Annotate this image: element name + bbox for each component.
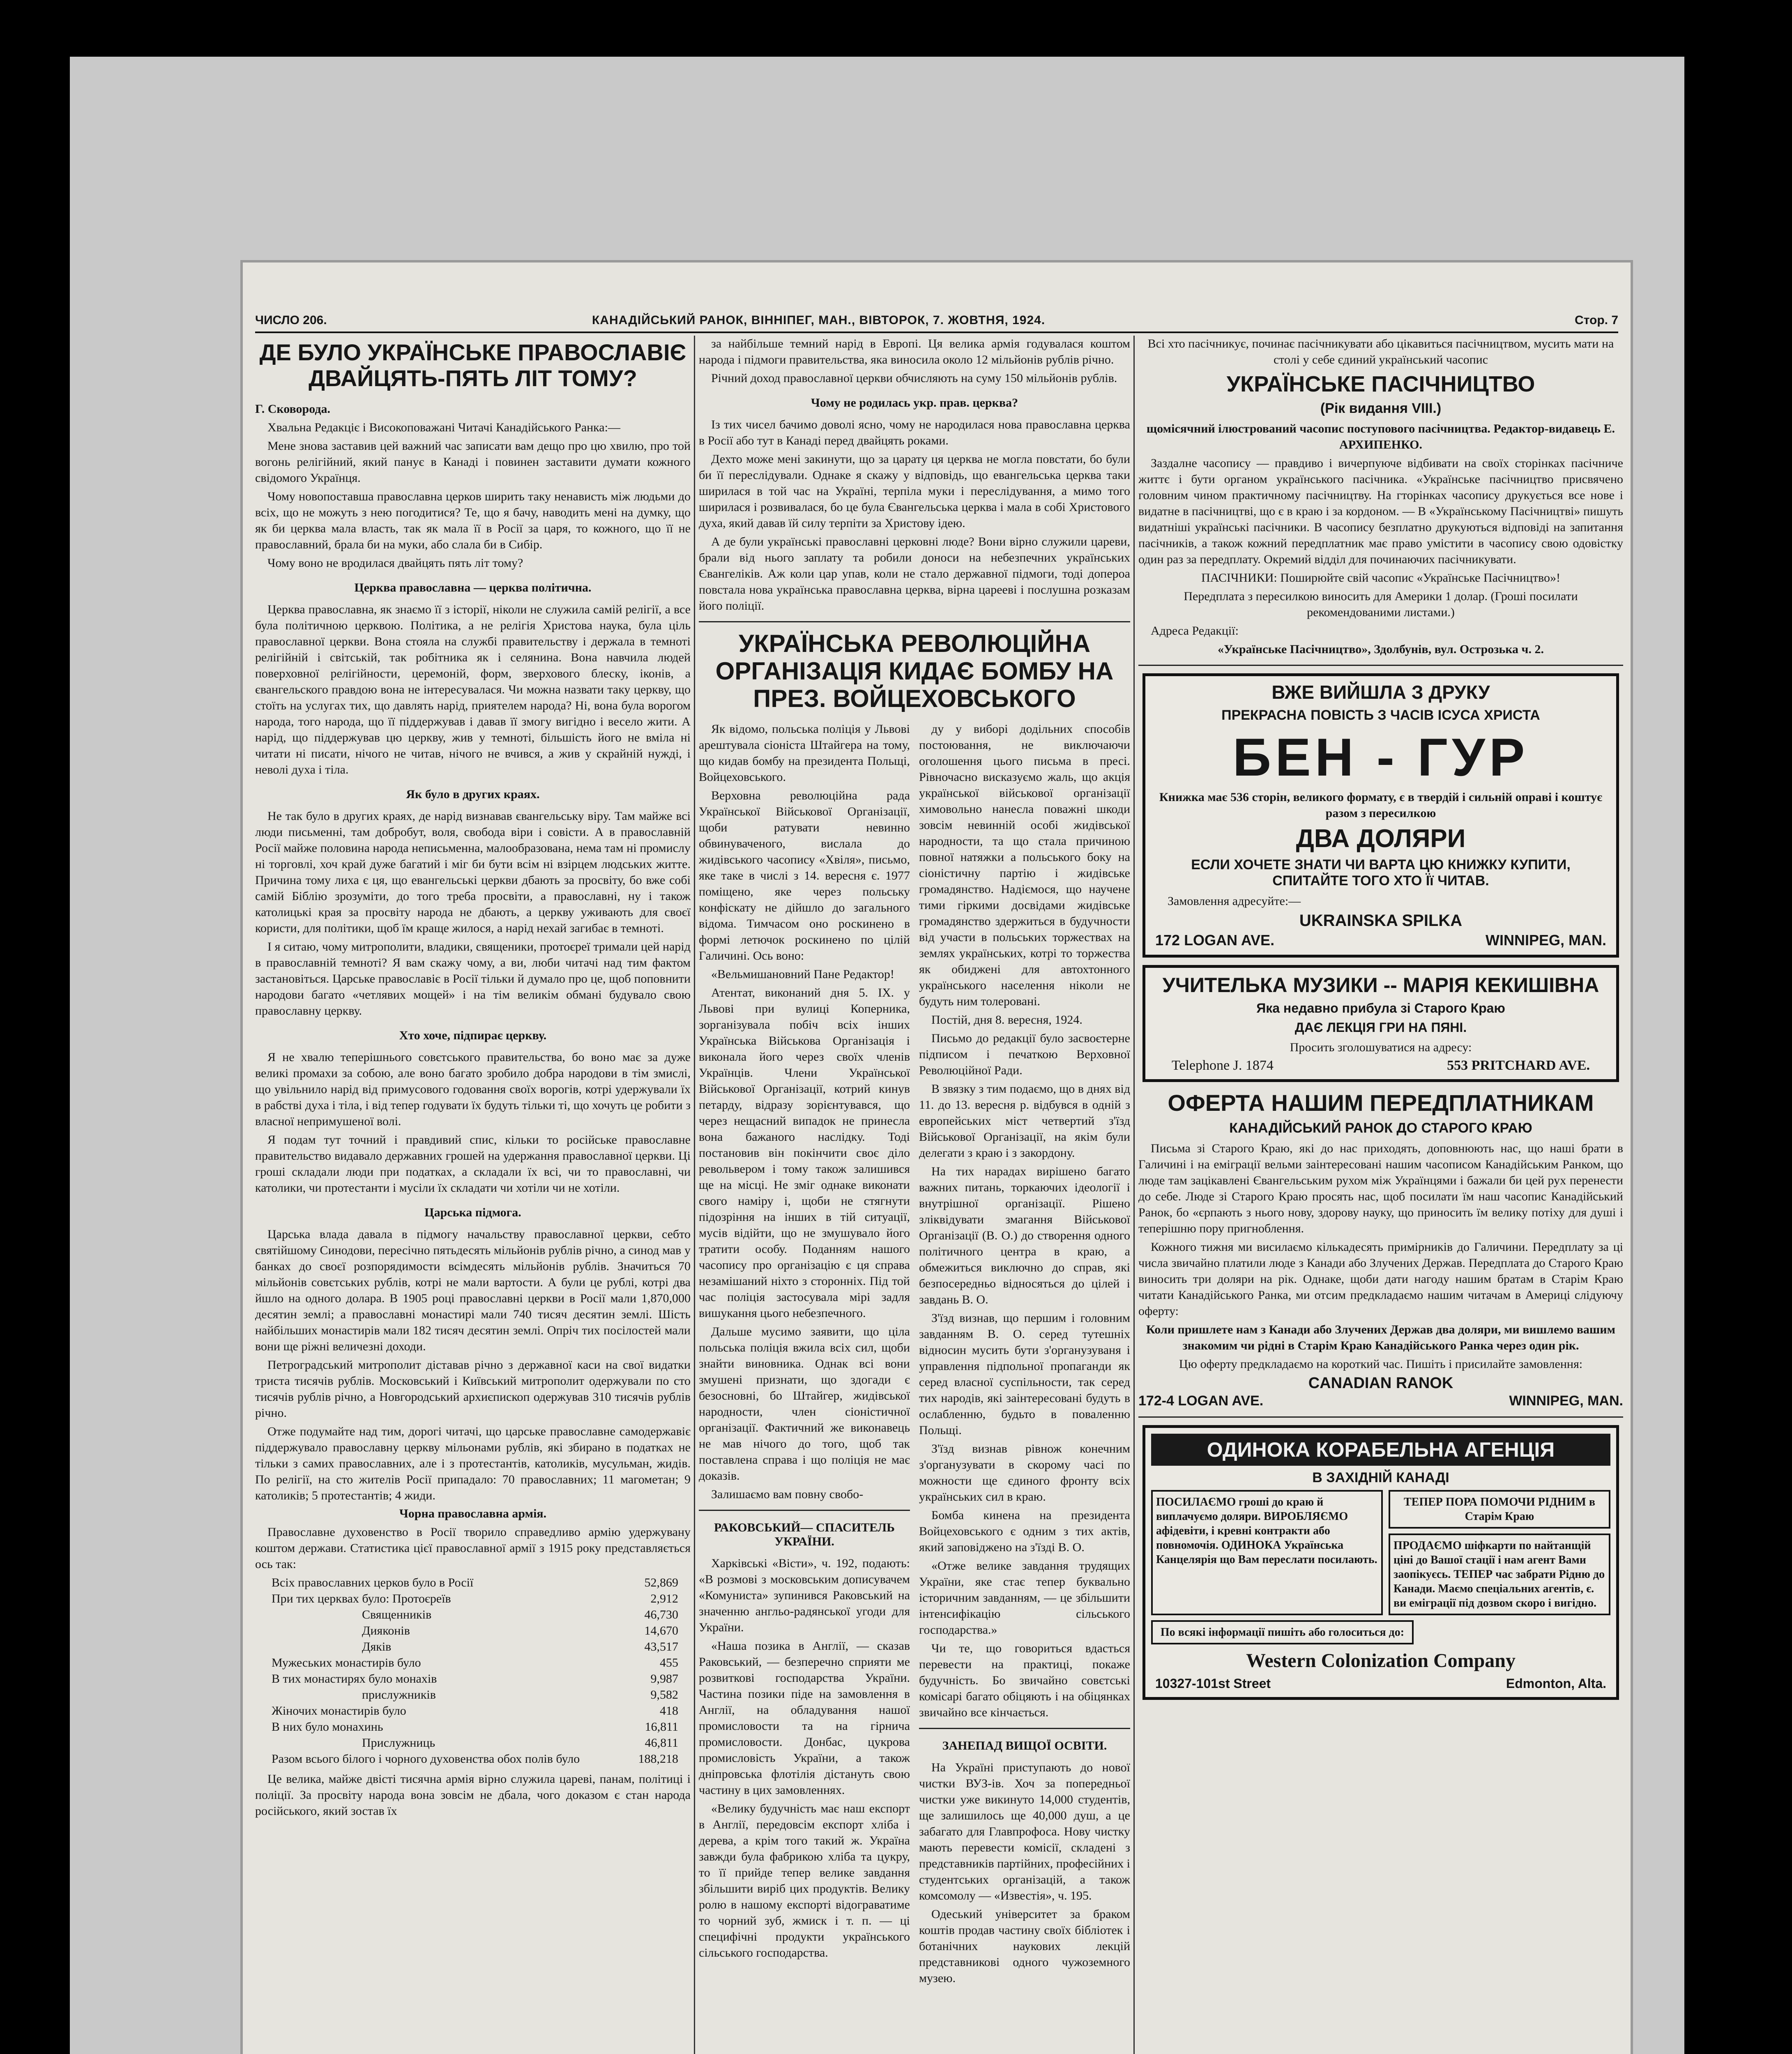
paragraph: Цю оферту предкладаємо на короткий час. Пишіть і присилайте замовлення: [1179,1357,1583,1371]
stat-row: Разом всього білого і чорного духовенства обох полів було 188,218 [272,1752,678,1766]
address: 553 PRITCHARD AVE. [1447,1058,1590,1073]
paragraph: ду у виборі додільних способів постоювання, не виключаючи оголошення цього письма в пресі. Рівночасно висказуємо жаль, що акція української військової організації химовольно нанесла поважні шкоди зовсім невинній особі жидівської народности, та що стала причиною повної натяжки а польського боку на сіоністичну партію і жидівське громадянство. Надіємося, що научене тими гіркими досвідами жидівське громадянство здержиться в будучности від участи в польських торжествах на землях українських, котрі то торжества як обиджені для автохтонного українського населення ніколи не будуть ним толеровані. [919,722,1130,1008]
clergy-statistics [272,1575,691,1767]
ad-title: УКРАЇНСЬКЕ ПАСІЧНИЦТВО [1226,372,1535,396]
article-author: Г. Сковорода. [255,402,331,416]
ad-intro: Всі хто пасічникує, починає пасічникувати або цікавиться пасічництвом, мусить мати на столі у себе єдиний український часопис [1147,337,1614,366]
paragraph: Верховна революційна рада Української Військової Організації, щоби ратувати невинно обвинуваченого, вислала до жидівського часопису «Хвіля», письмо, яке таке в числі з 14. вересня є. 1977 поміщено, яке через польську конфіскату не дійшло до загального відома. Тимчасом оно роскинено в формі летючок роскинено по цілій Галичині. Ось воно: [699,788,910,963]
paragraph: Мене знова заставив цей важний час записати вам дещо про цю хвилю, про той вогонь релігійний, який панує в Канаді і повинен заставити думати кожного свідомого Українця. [255,439,691,485]
city: WINNIPEG, MAN. [1509,1393,1623,1409]
article-headline: ЗАНЕПАД ВИЩОЇ ОСВІТИ. [942,1739,1107,1752]
stat-row: Мужеських монастирів було 455 [272,1656,678,1670]
agency-box: ПРОДАЄМО шіфкарти по найтанщій ціні до Вашої стації і нам агент Вами заопікуєсь. ТЕПЕР час забрати Рідню до Канади. Маємо спеціальних агентів, є. ви еміграції під дозвом скоро і вигідно. [1389,1534,1610,1615]
paragraph: Із тих чисел бачимо доволі ясно, чому не народилася нова православна церква в Росії або тут в Канаді перед двайцять роками. [699,418,1130,447]
ad-line: Просить зголошуватися на адресу: [1290,1041,1472,1055]
ad-address-label: Адреса Редакції: [1151,624,1239,638]
paragraph: Річний доход православної церкви обчисляють на суму 150 мільйонів рублів. [711,371,1117,385]
paragraph: Петроградський митрополит діставав річно з державної каси на свої видатки триста тисячів рублів. Московський і Київський митрополит одержували по сто тисячів рублів річно, а Новгородський архиєпископ одержував 310 тисячів рублів річно. [255,1358,691,1420]
paragraph: Православне духовенство в Росії творило справедливо армію удержувану коштом держави. Статистика цієї православної армії з 1915 року представляється ось так: [255,1525,691,1571]
paragraph: Кожного тижня ми висилаємо кількадесять примірників до Галичини. Передплату за ці числа звичайно платили люде з Канади або Злучених Держав. Передплата до Старого Краю виносить три доляри на рік. Однаке, щоби дати нагоду нашим братам в Старім Краю читати Канадійського Ранка, ми отсим предкладаємо нашим читачам в Америці слідуючу оферту: [1138,1240,1623,1318]
paragraph: На тих нарадах вирішено багато важних питань, торкаючих ідеології і внутрішної організації. Рішено зліквідувати змагання Військової Організації (В. О.) до створення одного політичного центра в краю, а обмежиться виключно до справ, які безпосередньо відносяться до цілей і завдань В. О. [919,1164,1130,1306]
paragraph: Як відомо, польська поліція у Львові арештувала сіоніста Штайгера на тому, що кидав бомбу на президента Польщі, Войцеховського. [699,722,910,784]
stat-row: Всіх православних церков було в Росії 52,869 [272,1576,678,1590]
paragraph: Отже подумайте над тим, дорогі читачі, що царське православне самодержавіє піддержувало православну церкву мільонами рублів, які збирано в податках не тільки з самих православних, але і з протестантів, католиків, мусульман, жидів. По релігії, на сто жителів Росії припадало: 70 православних; 11 магометан; 9 католиків; 5 протестантів; 4 жиди. [255,1425,691,1503]
stat-row: Дияконів 14,670 [362,1624,678,1638]
paragraph: Чому воно не вродилася двайцять пять літ тому? [267,556,523,570]
issue-number: ЧИСЛО 206. [255,313,327,327]
paragraph: «Наша позика в Англії, — сказав Раковський, — безперечно сприяти ме розвиткові господарства України. Частина позики піде на замовлення в Англії, на обладування нашої промисловости та на гірнича промисловости. Донбас, цукрова промисловість України, а також дніпровська флотілія дістануть свою частину в цих замовленнях. [699,1639,910,1797]
subheading: Царська підмога. [424,1206,521,1220]
paragraph: Це велика, майже двісті тисячна армія вірно служила цареві, панам, політиці і поліції. За просвіту народа вона зовсім не дбала, чого доказом є стан народа російського, який зостав їх [255,1772,691,1818]
bomb-article-left [699,721,910,1989]
ben-hur-ad [1142,673,1619,958]
article-headline: РАКОВСЬКИЙ— СПАСИТЕЛЬ УКРАЇНИ. [714,1520,895,1548]
page-number: Стор. 7 [1575,313,1618,327]
ad-line: ДАЄ ЛЕКЦІЯ ГРИ НА ПЯНІ. [1294,1020,1467,1035]
column-2 [699,336,1130,2054]
paragraph: Чому новопоставша православна церков ширить таку ненависть між людьми до всіх, що не можуть з нею погодитися? Те, що я бачу, наводить мені на думку, що як би церква мала власть, так як мала її в Росії за царя, то кожного, що її не православний, брала би на муки, або слала би в Сибір. [255,490,691,552]
bomb-article-body [699,721,1130,1989]
paragraph: І я ситаю, чому митрополити, владики, священики, протоєреї тримали цей нарід в православній темноті? Я вам скажу чому, а ви, люби читачі над тим фактом застановіться. Царське православіє в Росії тільки й думало про це, щоб поповнити народови багато «четлявих мощей» і на тім великім обмані будувало свою православну церкву. [255,940,691,1018]
paragraph: З'їзд визнав, що першим і головним завданням В. О. серед тутешніх відносин мусить бути з'органузуваня і управлення підпольної пропаганди як серед власної суспільности, так серед тих народів, які заінтересовані будуть в ослабленню, будьто в поваленню Польщі. [919,1311,1130,1437]
paragraph: На Україні приступають до нової чистки ВУЗ-ів. Хоч за попередньої чистки уже викинуто 14,000 студентів, ще залишилось ще 40,000 душ, а це забагато для Главпрофоса. Нову чистку мають перевести комісії, складені з представників партійних, професійних і студентських організацій, а також комсомолу — «Известія», ч. 195. [919,1760,1130,1902]
paragraph: Я не хвалю теперішнього совєтського правительства, бо воно має за дуже великі промахи за собою, але воно багато зробило добра народови в тім змислі, що увільнило нарід від примусового годовання своїх ворогів, котрі удержували їх в рабстві духа і тіла, і від тепер годувати їх будуть тільки ті, що хочуть це робити з власної непримушеної волі. [255,1050,691,1128]
column-3 [1138,336,1623,2054]
paragraph: Бомба кинена на президента Войцеховського є одним з тих актів, який заповіджено на з'їзді В. О. [919,1508,1130,1554]
paragraph: Залишаємо вам повну свобо- [711,1487,864,1501]
ad-headline: ВЖЕ ВИЙШЛА З ДРУКУ [1271,682,1490,703]
phone: Telephone J. 1874 [1172,1058,1274,1073]
agency-box: По всякі інформації пишіть або голоситься до: [1151,1620,1414,1644]
paragraph: Дехто може мені закинути, що за царату ця церква не могла повстати, бо були би її переслідували. Однаке я скажу у відповідь, що евангельська церква таки ширилася в той час на Україні, терпіла муки і переслідування, а мимо того ширилася і розвивалася, бо це була Євангельська церква і мала в собі Христового духа, який давав їй силу терпіти за Христову ідею. [699,452,1130,530]
paragraph: Чи те, що говориться вдасться перевести на практиці, покаже будучність. Бо звичайно совєтські комісарі багато обіцяють і на обіцянках звичайно все кінчається. [919,1641,1130,1719]
agency-address [1151,1676,1610,1691]
offer-title: ОФЕРТА НАШИМ ПЕРЕДПЛАТНИКАМ [1168,1090,1594,1116]
ad-line: Яка недавно прибула зі Старого Краю [1256,1001,1505,1016]
paragraph: Дальше мусимо заявити, що ціла польська поліція вжила всіх сил, щоби знайти виновника. Однак всі вони змушені признати, що здогади є безосновні, бо Штайгер, жидівської народности, член сіоністичної організації. Фактичний же виконавець не мав нічого до того, щоб так поставлена справа і що поліція не має доказів. [699,1324,910,1483]
firm-address [1155,932,1606,949]
ad-year: (Рік видання VIII.) [1320,401,1442,417]
ad-address: «Українське Пасічництво», Здолбунів, вул. Острозька ч. 2. [1218,642,1544,656]
subscription-offer [1138,1090,1623,1409]
agency-title: ОДИНОКА КОРАБЕЛЬНА АГЕНЦІЯ [1151,1434,1610,1466]
newspaper-title-date: КАНАДІЙСЬКИЙ РАНОК, ВІННІПЕГ, МАН., ВІВТОРОК, 7. ЖОВТНЯ, 1924. [592,313,1046,327]
subheading: Як було в других краях. [406,788,540,801]
stat-row: Дяків 43,517 [362,1640,678,1654]
music-teacher-ad [1142,965,1619,1082]
bomb-article-right [919,721,1130,1989]
article-headline: ДЕ БУЛО УКРАЇНСЬКЕ ПРАВОСЛАВІЄ ДВАЙЦЯТЬ-ПЯТЬ ЛІТ ТОМУ? [259,339,686,391]
divider [699,621,1130,622]
firm-address [1138,1393,1623,1409]
paragraph: А де були українські православні церковні люде? Вони вірно служили цареви, брали від нього заплату та робили доноси на небезпечних українських Євангеліків. Аж коли цар упав, коли не стало державної підмоги, тоді допероа повстала нова українська православна церква, вірна царееві і послушна розказам його поліції. [699,535,1130,613]
paragraph: З'їзд визнав рівнож конечним з'органузувати в скорому часі по можности ще єдиного фронту всіх українських сил в краю. [919,1441,1130,1504]
beekeeping-ad [1138,336,1623,657]
stat-row: Прислужниць 46,811 [362,1736,678,1750]
film-frame [70,57,1684,2054]
column-rule [1133,336,1135,2054]
divider [699,1510,910,1511]
paragraph: Одеський університет за браком коштів продав частину своїх бібліотек і ботанічних наукових лекцій представникові одного чужоземного музею. [919,1907,1130,1985]
paragraph: за найбільше темний нарід в Европі. Ця велика армія годувалася коштом народа і підмоги правительства, яка виносила около 12 мільйонів рублів річно. [699,337,1130,366]
paragraph: Постій, дня 8. вересня, 1924. [931,1013,1083,1027]
stat-row: прислужників 9,582 [362,1688,678,1702]
book-price: ДВА ДОЛЯРИ [1296,824,1466,853]
paragraph: Не так було в других краях, де нарід визнавав євангельську віру. Там майже всі люди письменні, там добробут, воля, свобода віри і совісти. А в православній Росії майже половина народа неписьменна, малообразована, нема там ні промислу ні торговлі, хоч край дуже багатий і міг би бути всім ні взірцем людських житте. Причина тому лиха є ця, що евангельські церкви дбають за просвіту, бо вже собі самій Біблію зрозуміти, до того треба просвіти, а православні, ну і також католицькі края за просвіту народа не дбають, а церкву уживають для своєї користи, для політики, щоб їм краще жилося, а нарід нехай загибає в темноті. [255,809,691,935]
agency-firm: Western Colonization Company [1246,1649,1516,1672]
shipping-agency-ad [1142,1425,1619,1700]
book-desc: Книжка має 536 сторін, великого формату, є в твердій і сильній оправі і коштує разом з пересилкою [1159,790,1603,820]
ad-desc: щомісячний ілюстрований часопис поступового пасічництва. Редактор-видавець Е. АРХИПЕНКО. [1146,422,1615,452]
paragraph: Письмо до редакції було засвоєтерне підписом і печаткою Верховної Революційної Ради. [919,1031,1130,1077]
paragraph: Коли пришлете нам з Канади або Злучених Держав два доляри, ми вишлемо вашим знакомим чи рідні в Старім Краю Канадійського Ранка через один рік. [1146,1322,1615,1352]
city: WINNIPEG, MAN. [1486,932,1606,949]
article-greeting: Хвальна Редакціє і Високоповажані Читачі Канадійського Ранка:— [267,421,620,435]
book-title: БЕН - ГУР [1232,727,1529,787]
agency-box-group [1389,1490,1610,1620]
street: 10327-101st Street [1155,1676,1271,1691]
newspaper-page [240,260,1633,2054]
paragraph: «Велику будучність має наш експорт в Англії, передовсім експорт хліба і дерева, а крім того такий ж. Україна завжди була фабрикою хліба та цукру, то її прийде тепер велике завдання збільшити виріб цих продуктів. Велику ролю в нашому експорті відограватиме то чорний зуб, жмиск і т. п. — ці специфічні продукти українського сільського господарства. [699,1801,910,1960]
street: 172 LOGAN AVE. [1155,932,1275,949]
order-label: Замовлення адресуйте:— [1168,894,1301,908]
ad-call: ЕСЛИ ХОЧЕТЕ ЗНАТИ ЧИ ВАРТА ЦЮ КНИЖКУ КУПИТИ, СПИТАЙТЕ ТОГО ХТО Її ЧИТАВ. [1191,857,1571,889]
stat-row: В них було монахинь 16,811 [272,1720,678,1734]
ad-sub: ПРЕКРАСНА ПОВІСТЬ З ЧАСІВ ІСУСА ХРИСТА [1221,707,1540,723]
agency-box: ПОСИЛАЄМО гроші до краю й виплачуємо доляри. ВИРОБЛЯЄМО афідевіти, і кревні контракти або повномочія. ОДИНОКА Українська Канцелярія що Вам переслати посилають. [1151,1490,1383,1615]
subheading: Чорна православна армія. [399,1507,547,1521]
divider [919,1728,1130,1729]
agency-boxes [1151,1490,1610,1620]
paragraph: Я подам тут точний і правдивий спис, кільки то російське православне правительство видавало державних грошей на удержання православної церкви. Ці гроші складали люди при податках, а складали їх всі, чи то православні, чи католики, чи протестанти і мусіли їх складати чи хотіли чи не хотіли. [255,1133,691,1195]
masthead [255,311,1618,333]
paragraph: Письма зі Старого Краю, які до нас приходять, доповнюють нас, що наші брати в Галичині і на еміграції вельми заінтересовані нашим часописом Канадійським Ранком, що люде там зацікавлені Євангельським рухом між Українцями і бажали би цей рух перенести до себе. Люде зі Старого Краю просять нас, щоб посилати їм наш часопис Канадійський Ранок, бо «єрпають з нього нову, здорову науку, що приносить їм велику потіху для душі і теперішню пору пригноблення. [1138,1141,1623,1235]
subheading: Чому не родилась укр. прав. церква? [811,396,1018,410]
paragraph: В звязку з тим подаємо, що в днях від 11. до 13. вересня р. відбувся в одній з европейських міст четвертий з'їзд Військової Організації, на якім були делегати з краю і з закордону. [919,1082,1130,1160]
stat-row: Жіночих монастирів було 418 [272,1704,678,1718]
ad-title: УЧИТЕЛЬКА МУЗИКИ -- МАРІЯ КЕКИШІВНА [1162,974,1599,997]
contact-row [1155,1058,1606,1073]
paragraph: «Отже велике завдання трудящих України, яке стає тепер буквально історичним завданням, — це збільшити інтенсифікацію сільського господарства.» [919,1559,1130,1637]
agency-box: ТЕПЕР ПОРА ПОМОЧИ РІДНИМ в Старім Краю [1389,1490,1610,1529]
paragraph: Церква православна, як знаємо її з історії, ніколи не служила самій релігії, а все була політичною церквою. Політика, а не релігія Христова наука, була ціль православної церкви. Вона стояла на службі правительству і держала в темноті релігійній і світській, так робітника як і селянина. Вона навчила людей поверховної релігійности, церемоній, форм, зверхового блеску, іконів, а євангельского правдою вона не інтересувалася. Чи можна назвати таку церкву, що стоїть на услугах тих, що давлять нарід, приятелем народа? Ні, вона була ворогом народа, того народа, що її піддержував і давав її змогу вигідно і весело жити. А нарід, що піддержував цю церкву, жив у темноті, більшість його не вміла ні читати ні писати, нічого не читав, нічого не вчився, а жив у скрайній нужді, і неволі духа і тіла. [255,603,691,777]
stat-row: При тих церквах було: Протоєреїв 2,912 [272,1592,678,1606]
column-1 [255,336,691,2054]
subheading: Церква православна — церква політична. [354,581,592,595]
street: 172-4 LOGAN AVE. [1138,1393,1264,1409]
column-rule [694,336,695,2054]
city: Edmonton, Alta. [1506,1676,1606,1691]
ad-call: ПАСІЧНИКИ: Поширюйте свій часопис «Українське Пасічництво»! [1201,571,1560,585]
paragraph: Царська влада давала в підмогу начальству православної церкви, себто святійшому Синодови, пересічно пятьдесять мільйонів рублів річно, а синод мав у банках до своєї розпорядимости всімдесять мільйонів рублів. Значиться 70 мільйонів совєтських рублів, котрі не мали вартости. А були це рублі, котрі два йшло на одного долара. В 1905 році православні церкви в Росії мали 1,870,000 десятин землі; а православні монастирі мали 740 тисяч десятин землі. Шість найбільших монастирів мали 182 тисяч десятин землі. Опріч тих посілостей мали вони ще ріжні величезні доходи. [255,1227,691,1354]
ad-body: Заздалне часопису — правдиво і вичерпуюче відбивати на своїх сторінках пасічниче життє і бути органом українського пасічника. «Українське пасічництво присвячено головним чином практичному пасічництву. На гторінках часопису друкується все нове і видатне в пасічництві, що є в краю і за кордоном. — В «Українському Пасічництві» пишуть видатніші українські пасічники. В часопису безплатно друкуються відповіді на запитання пасічників, а також кожний передплатник має право умістити в часопису свою одовістку один раз за передплату. Окремий відділ для починаючих пасічникувати. [1138,456,1623,566]
divider [1138,1416,1623,1418]
firm-name: UKRAINSKA SPILKA [1299,912,1463,930]
offer-sub: КАНАДІЙСЬКИЙ РАНОК ДО СТАРОГО КРАЮ [1229,1120,1532,1136]
paragraph: Атентат, виконаний дня 5. IX. у Львові при вулиці Коперника, зорганізувала побіч всіх інших Українська Військова Організація і виконала його через своїх членів Українців. Члени Української Військової Організації, котрий кинув петарду, відразу зорієнтувався, що через нещасний випадок не принесла вона бажаного наслідку. Тоді постановив він покінчити своє діло револьвером і тому також залишився ще на місці. Не зміг однаке виконати свого наміру і, щоби не стягнути підозріння на інших в тій ситуації, мусів відійти, що не змушувало його тратити особу. Поданням нашого часопису про організацію є ця справа незамішаний ніхто з сторонніх. Під той час поліція застосувала мірі задля вишукання цього небезпечного. [699,986,910,1320]
stat-row: В тих монастирях було монахів 9,987 [272,1672,678,1686]
article-headline: УКРАЇНСЬКА РЕВОЛЮЦІЙНА ОРГАНІЗАЦІЯ КИДАЄ БОМБУ НА ПРЕЗ. ВОЙЦЕХОВСЬКОГО [715,630,1114,713]
ad-price: Передплата з пересилкою виносить для Америки 1 долар. (Гроші посилати рекомендованими листами.) [1184,589,1578,619]
subheading: Хто хоче, підпирає церкву. [399,1029,547,1043]
paragraph: Харківські «Вісти», ч. 192, подають: «В розмові з московським дописувачем «Комуниста» зупинився Раковський на значенню англьо-радянської угоди для України. [699,1556,910,1634]
divider [1138,665,1623,666]
agency-sub: В ЗАХІДНІЙ КАНАДІ [1312,1469,1449,1485]
firm-name: CANADIAN RANOK [1308,1374,1453,1392]
paragraph: «Вельмишановний Пане Редактор! [711,967,894,981]
stat-row: Священників 46,730 [362,1608,678,1622]
